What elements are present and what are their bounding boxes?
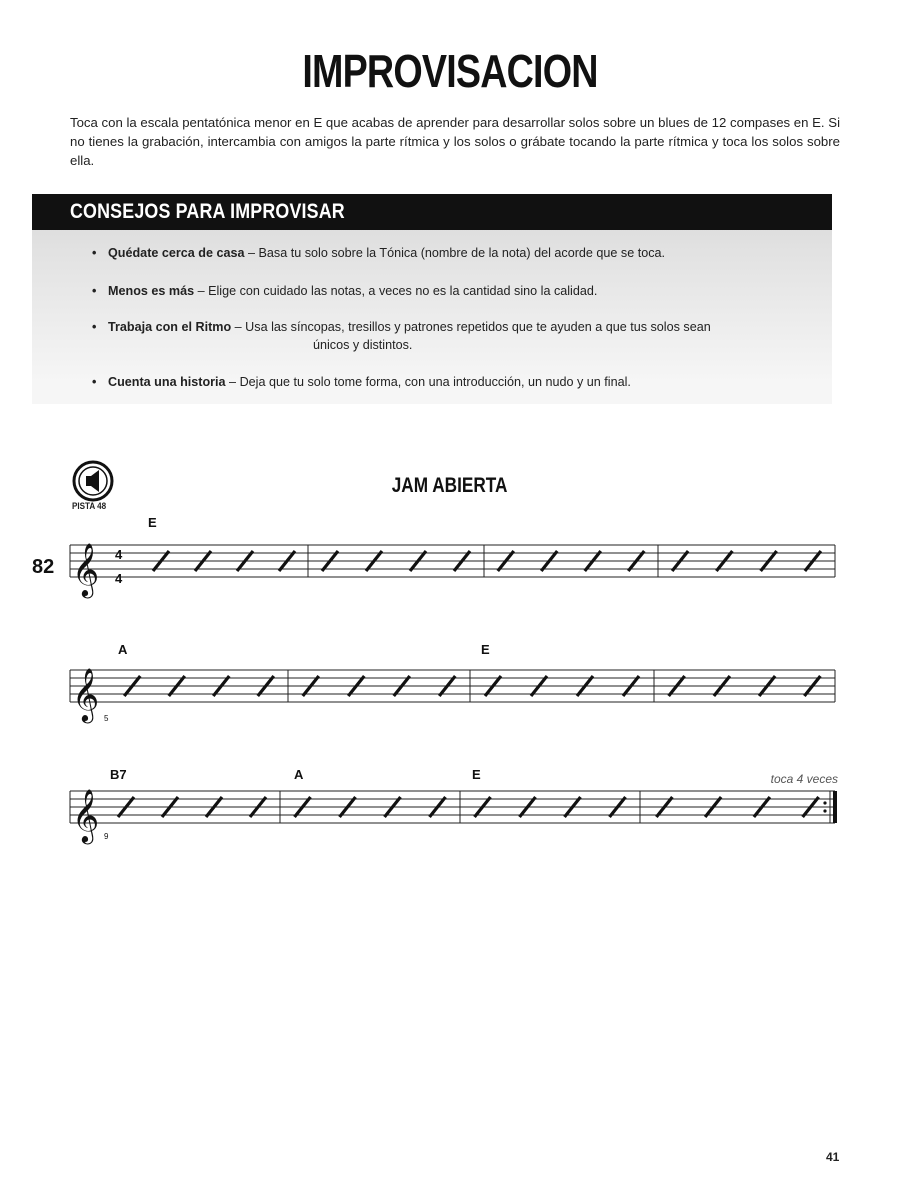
track-label: PISTA 48 — [72, 501, 107, 512]
tip-term: Cuenta una historia — [108, 375, 226, 389]
repeat-instruction: toca 4 veces — [770, 772, 838, 786]
treble-clef-icon: 𝄞 — [72, 667, 100, 721]
tip-text: – Elige con cuidado las notas, a veces no es la cantidad sino la calidad. — [194, 284, 598, 298]
bullet: • — [92, 320, 97, 334]
measure-number: 5 — [104, 714, 109, 723]
intro-paragraph: Toca con la escala pentatónica menor en E que acabas de aprender para desarrollar solos sobre un blues de 12 compases en E. Si no tienes la grabación, intercambia con amigos la parte rítmica y los solos o grábate tocando la parte rítmica y toca los solos sobre ella. — [70, 115, 840, 168]
bullet: • — [92, 375, 97, 389]
tips-header-title: CONSEJOS PARA IMPROVISAR — [70, 200, 345, 223]
page-number: 41 — [826, 1150, 840, 1164]
chord-label: A — [294, 767, 304, 782]
bullet: • — [92, 284, 97, 298]
tip-text-continued: únicos y distintos. — [313, 338, 413, 352]
chord-label: E — [472, 767, 481, 782]
repeat-dot — [823, 801, 826, 804]
repeat-dot — [823, 809, 826, 812]
tip-text: – Deja que tu solo tome forma, con una introducción, un nudo y un final. — [225, 375, 631, 389]
tip-term: Quédate cerca de casa — [108, 246, 245, 260]
tip-term: Menos es más — [108, 284, 195, 298]
chord-label: E — [148, 515, 157, 530]
tip-text: – Basa tu solo sobre la Tónica (nombre de la nota) del acorde que se toca. — [244, 246, 666, 260]
chord-label: B7 — [110, 767, 127, 782]
exercise-number: 82 — [32, 556, 55, 578]
chord-label: A — [118, 642, 128, 657]
page-title: IMPROVISACION — [302, 45, 598, 97]
exercise-title-text: JAM ABIERTA — [392, 474, 508, 497]
time-signature-top: 4 — [115, 547, 123, 562]
tip-text: – Usa las síncopas, tresillos y patrones repetidos que te ayuden a que tus solos sean — [231, 320, 711, 334]
measure-number: 9 — [104, 832, 109, 841]
time-signature-bottom: 4 — [115, 571, 123, 586]
repeat-barline-thick — [833, 791, 837, 823]
treble-clef-icon: 𝄞 — [72, 542, 100, 596]
tip-term: Trabaja con el Ritmo — [108, 320, 232, 334]
bullet: • — [92, 246, 97, 260]
staves — [70, 542, 837, 844]
treble-clef-icon: 𝄞 — [72, 788, 100, 842]
chord-label: E — [481, 642, 490, 657]
